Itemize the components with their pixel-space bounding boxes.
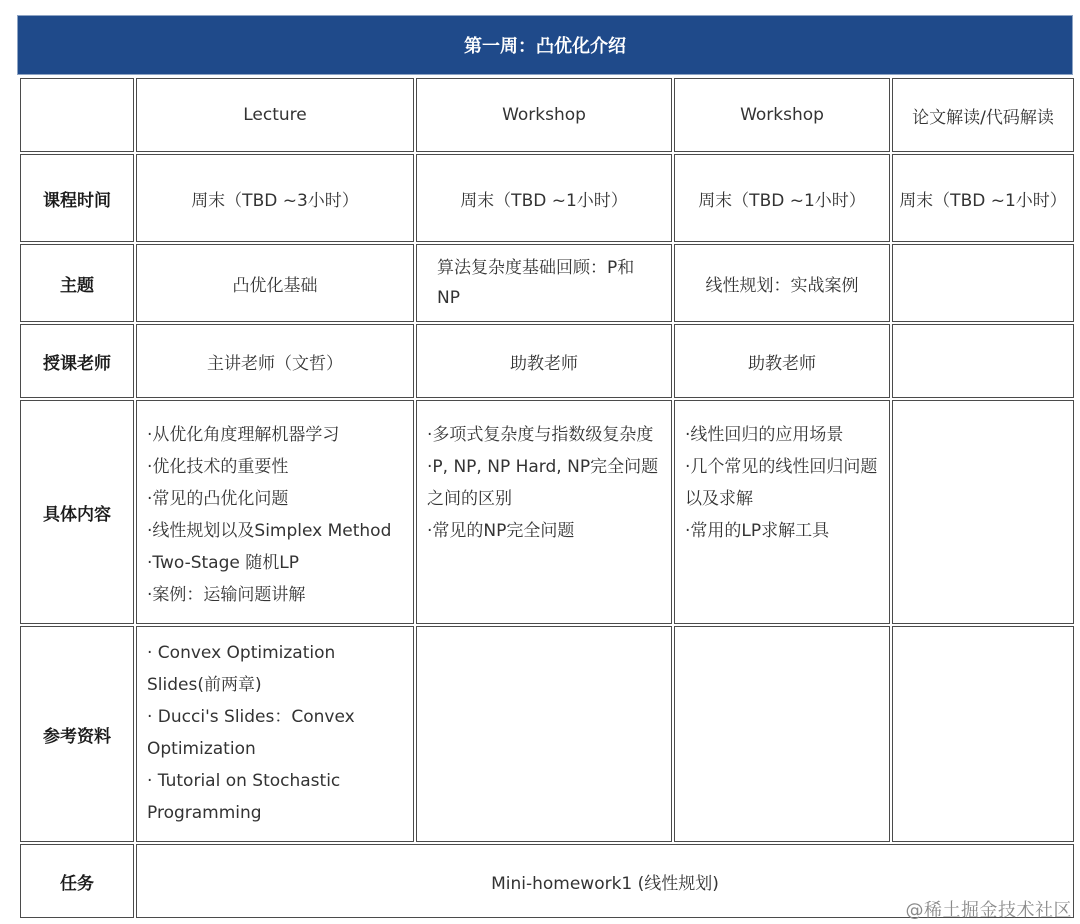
list-item: ·P, NP, NP Hard, NP完全问题之间的区别 xyxy=(427,457,659,509)
content-cell-lecture xyxy=(136,400,414,624)
list-item: ·常见的NP完全问题 xyxy=(427,521,575,541)
time-cell-workshop-2: 周末（TBD ~1小时） xyxy=(674,154,890,242)
time-cell-paper-code: 周末（TBD ~1小时） xyxy=(892,154,1074,242)
row-label-time: 课程时间 xyxy=(20,154,134,242)
row-label-references: 参考资料 xyxy=(20,626,134,842)
course-schedule-table xyxy=(18,76,1076,920)
content-row xyxy=(20,400,1074,624)
header-row xyxy=(20,78,1074,152)
content-list-workshop-1 xyxy=(427,419,661,547)
teacher-cell-lecture: 主讲老师（文哲） xyxy=(136,324,414,398)
references-cell-paper-code xyxy=(892,626,1074,842)
list-item: · Tutorial on Stochastic Programming xyxy=(147,771,341,823)
corner-cell xyxy=(20,78,134,152)
watermark-text: @稀土掘金技术社区 xyxy=(905,900,1072,921)
list-item: ·常用的LP求解工具 xyxy=(685,521,830,541)
time-cell-workshop-1: 周末（TBD ~1小时） xyxy=(416,154,672,242)
row-label-topic: 主题 xyxy=(20,244,134,322)
teacher-cell-workshop-2: 助教老师 xyxy=(674,324,890,398)
content-list-lecture xyxy=(147,419,403,611)
content-cell-paper-code xyxy=(892,400,1074,624)
list-item: ·多项式复杂度与指数级复杂度 xyxy=(427,425,654,445)
topic-row xyxy=(20,244,1074,322)
time-row xyxy=(20,154,1074,242)
teacher-row xyxy=(20,324,1074,398)
teacher-cell-workshop-1: 助教老师 xyxy=(416,324,672,398)
list-item: ·线性规划以及Simplex Method xyxy=(147,521,392,541)
list-item: ·优化技术的重要性 xyxy=(147,457,289,477)
references-list-lecture xyxy=(147,637,403,829)
column-header-lecture: Lecture xyxy=(136,78,414,152)
content-list-workshop-2 xyxy=(685,419,879,547)
row-label-teacher: 授课老师 xyxy=(20,324,134,398)
column-header-workshop-2: Workshop xyxy=(674,78,890,152)
column-header-paper-code: 论文解读/代码解读 xyxy=(892,78,1074,152)
topic-cell-workshop-2: 线性规划：实战案例 xyxy=(674,244,890,322)
references-row xyxy=(20,626,1074,842)
topic-cell-paper-code xyxy=(892,244,1074,322)
list-item: ·线性回归的应用场景 xyxy=(685,425,844,445)
teacher-cell-paper-code xyxy=(892,324,1074,398)
list-item: ·Two-Stage 随机LP xyxy=(147,553,299,573)
list-item: ·几个常见的线性回归问题以及求解 xyxy=(685,457,878,509)
topic-cell-lecture: 凸优化基础 xyxy=(136,244,414,322)
content-cell-workshop-2 xyxy=(674,400,890,624)
list-item: · Ducci's Slides：Convex Optimization xyxy=(147,707,355,759)
references-cell-workshop-2 xyxy=(674,626,890,842)
list-item: ·案例：运输问题讲解 xyxy=(147,585,306,605)
row-label-content: 具体内容 xyxy=(20,400,134,624)
column-header-workshop-1: Workshop xyxy=(416,78,672,152)
list-item: · Convex Optimization Slides(前两章) xyxy=(147,643,336,695)
references-cell-lecture xyxy=(136,626,414,842)
references-cell-workshop-1 xyxy=(416,626,672,842)
week-title: 第一周：凸优化介绍 xyxy=(464,36,626,57)
time-cell-lecture: 周末（TBD ~3小时） xyxy=(136,154,414,242)
content-cell-workshop-1 xyxy=(416,400,672,624)
task-cell: Mini-homework1 (线性规划) xyxy=(136,844,1074,918)
topic-cell-workshop-1: 算法复杂度基础回顾：P和NP xyxy=(416,244,672,322)
list-item: ·从优化角度理解机器学习 xyxy=(147,425,340,445)
list-item: ·常见的凸优化问题 xyxy=(147,489,289,509)
row-label-task: 任务 xyxy=(20,844,134,918)
week-title-banner xyxy=(18,16,1072,74)
